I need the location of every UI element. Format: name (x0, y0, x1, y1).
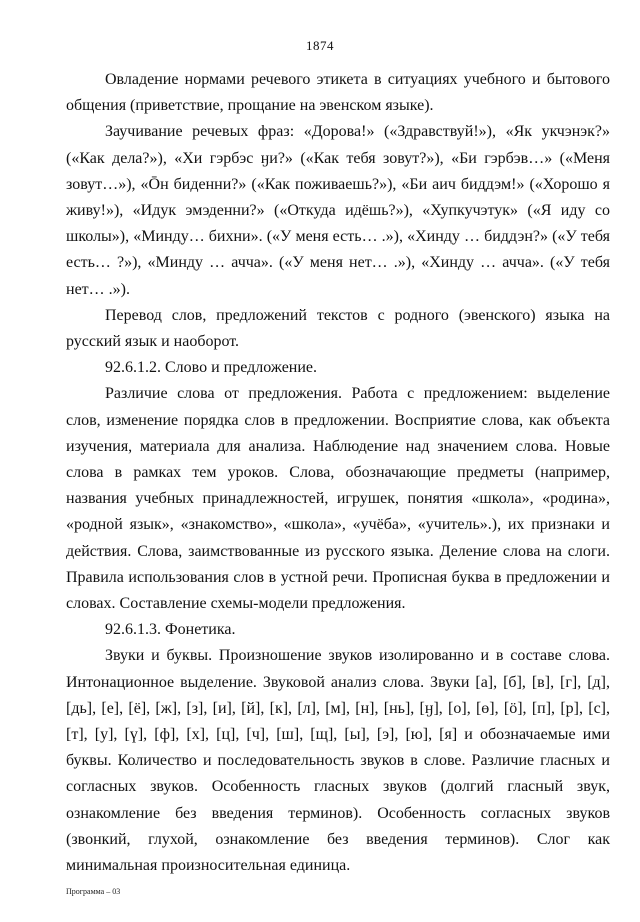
paragraph-phrases: Заучивание речевых фраз: «Дорова!» («Здравствуй!»), «Як укчэнэк?» («Как дела?»), «Хи гэрбэс ӈи?» («Как тебя зовут?»), «Би гэрбэв…» («Меня зовут…»), «Ōн биденни?» («Как поживаешь?»), «Би аич биддэм!» («Хорошо я живу!»), «Идук эмэденни?» («Откуда идёшь?»), «Хупкучэтук» («Я иду со школы»), «Минду… бихни». («У меня есть… .»), «Хинду … биддэн?» («У тебя есть… ?»), «Минду … аччa». («У меня нет… .»), «Хинду … аччa». («У тебя нет… .»). (66, 123, 610, 298)
section-heading-phonetics: 92.6.1.3. Фонетика. (105, 621, 236, 639)
paragraph-translation: Перевод слов, предложений текстов с родного (эвенского) языка на русский язык и наоборот. (66, 306, 610, 351)
paragraph-speech-etiquette: Овладение нормами речевого этикета в ситуациях учебного и бытового общения (приветствие, прощание на эвенском языке). (66, 71, 610, 115)
page-footer: Программа – 03 (66, 887, 121, 896)
page-body (66, 67, 610, 879)
paragraph-word-sentence: Различие слова от предложения. Работа с предложением: выделение слов, изменение порядка слов в предложении. Восприятие слова, как объекта изучения, материала для анализа. Наблюдение над значением слова. Новые слова в рамках тем уроков. Слова, обозначающие предметы (например, названия учебных принадлежностей, игрушек, понятия «школа», «родина», «родной язык», «знакомство», «школа», «учёба», «учитель».), их признаки и действия. Слова, заимствованные из русского языка. Деление слова на слоги. Правила использования слов в устной речи. Прописная буква в предложении и словах. Составление схемы-модели предложения. (66, 385, 610, 613)
section-heading-word-sentence: 92.6.1.2. Слово и предложение. (105, 359, 318, 377)
paragraph-phonetics: Звуки и буквы. Произношение звуков изолированно и в составе слова. Интонационное выделение. Звуковой анализ слова. Звуки [а], [б], [в], [г], [д], [дь], [е], [ё], [ж], [з], [и], [й], [к], [л], [м], [н], [нь], [ӈ], [о], [ө], [ö], [п], [р], [с], [т], [у], [ү], [ф], [х], [ц], [ч], [ш], [щ], [ы], [э], [ю], [я] и обозначаемые ими буквы. Количество и последовательность звуков в слове. Различие гласных и согласных звуков. Особенность гласных звуков (долгий гласный звук, ознакомление без введения терминов). Особенность согласных звуков (звонкий, глухой, ознакомление без введения терминов). Слог как минимальная произносительная единица. (66, 647, 610, 875)
page-number: 1874 (306, 38, 334, 53)
